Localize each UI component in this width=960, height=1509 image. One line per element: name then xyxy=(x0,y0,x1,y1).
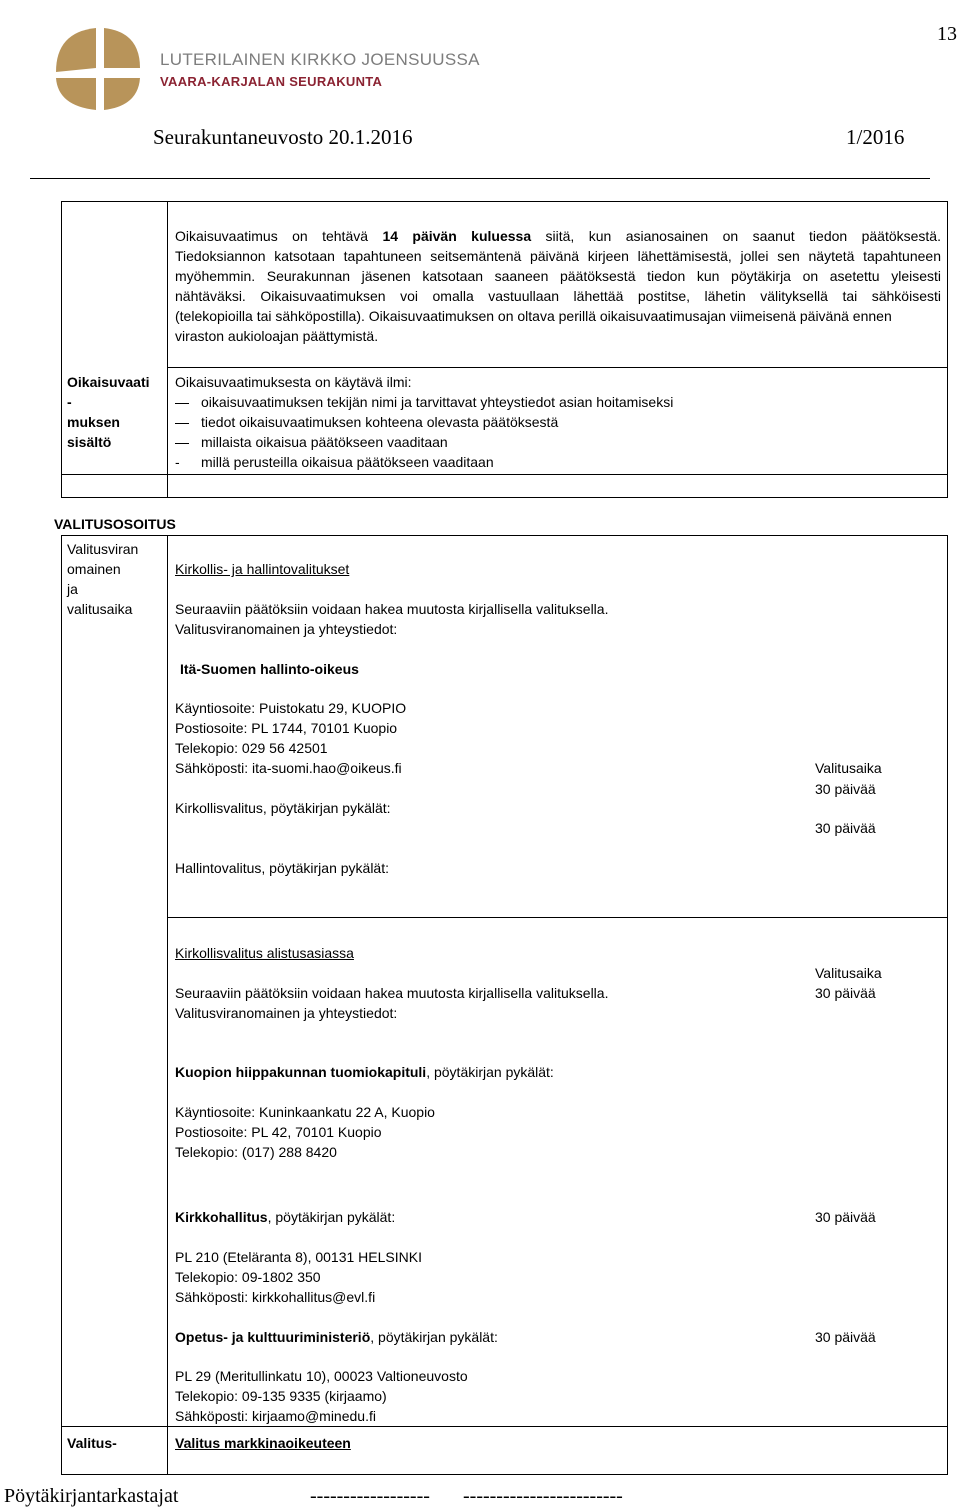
table2-border xyxy=(61,1426,948,1427)
table1-border xyxy=(61,474,948,475)
contact-email: Sähköposti: ita-suomi.hao@oikeus.fi xyxy=(175,760,402,776)
authority-name: Opetus- ja kulttuuriministeriö, pöytäkirjan pykälät: xyxy=(175,1329,498,1345)
appeal-content-label: sisältö xyxy=(67,434,112,450)
contact-visit: Käyntiosoite: Puistokatu 29, KUOPIO xyxy=(175,700,407,716)
authority-label: valitusaika xyxy=(67,601,133,617)
dash-icon xyxy=(175,423,189,424)
appeal-content-intro: Oikaisuvaatimuksesta on käytävä ilmi: xyxy=(175,374,412,390)
appeal-content-label: muksen xyxy=(67,414,120,430)
appeal-time-label: Valitusaika xyxy=(815,760,882,776)
authority-name: Itä-Suomen hallinto-oikeus xyxy=(180,661,359,677)
contact-visit: Käyntiosoite: Kuninkaankatu 22 A, Kuopio xyxy=(175,1104,435,1120)
table2-border xyxy=(167,535,168,1475)
cross-emblem-icon xyxy=(48,22,148,112)
contact-fax: Telekopio: 09-135 9335 (kirjaamo) xyxy=(175,1388,387,1404)
header-meeting: Seurakuntaneuvosto 20.1.2016 xyxy=(153,125,413,149)
hyphen-marker: - xyxy=(175,454,180,470)
contact-fax: Telekopio: 09-1802 350 xyxy=(175,1269,321,1285)
list-item: millaista oikaisua päätökseen vaaditaan xyxy=(175,432,448,452)
appeal-time-line: (telekopioilla tai sähköpostilla). Oikaisuvaatimuksen on oltava perillä oikaisuvaatimusajan viimeisenä päivänä ennen xyxy=(175,308,892,324)
appeal-time-line: Oikaisuvaatimus on tehtävä 14 päivän kuluessa siitä, kun asianosainen on saanut tiedon päätöksestä. xyxy=(175,228,941,244)
table2-border xyxy=(167,917,948,918)
list-item: tiedot oikaisuvaatimuksen kohteena olevasta päätöksestä xyxy=(175,412,558,432)
contact-post: Postiosoite: PL 42, 70101 Kuopio xyxy=(175,1124,382,1140)
header-issue: 1/2016 xyxy=(846,125,905,149)
appeal-time-value: 30 päivää xyxy=(815,1329,876,1345)
signature-line: ------------------------ xyxy=(463,1485,623,1507)
table1-border xyxy=(61,201,62,498)
section-title: Kirkollis- ja hallintovalitukset xyxy=(175,561,350,577)
table2-border xyxy=(947,535,948,1475)
contact-post: PL 210 (Eteläranta 8), 00131 HELSINKI xyxy=(175,1249,422,1265)
church-appeal-sections: Kirkollisvalitus, pöytäkirjan pykälät: xyxy=(175,800,391,816)
section-text: Seuraaviin päätöksiin voidaan hakea muutosta kirjallisella valituksella. xyxy=(175,601,609,617)
contact-email: Sähköposti: kirkkohallitus@evl.fi xyxy=(175,1289,376,1305)
table2-border xyxy=(61,1474,948,1475)
authority-name: Kuopion hiippakunnan tuomiokapituli, pöytäkirjan pykälät: xyxy=(175,1064,554,1080)
appeal-instructions-heading: VALITUSOSOITUS xyxy=(54,516,176,532)
appeal-time-value: 30 päivää xyxy=(815,820,876,836)
appeal-time-line: Tiedoksiannon katsotaan tapahtuneen seitsemäntenä päivänä kirjeen lähettämisestä, jollei sen näytetä tapahtuneen xyxy=(175,248,941,264)
page-number: 13 xyxy=(937,23,957,45)
list-item: - millä perusteilla oikaisua päätökseen vaaditaan xyxy=(175,454,494,470)
appeal-content-label: Oikaisuvaati xyxy=(67,374,150,390)
table2-border xyxy=(61,535,948,536)
table1-border xyxy=(167,367,948,368)
section-text: Valitusviranomainen ja yhteystiedot: xyxy=(175,1005,398,1021)
appeal-time-line: myöhemmin. Seurakunnan jäsenen katsotaan saaneen päätöksestä tiedon kun pöytäkirja on asetettu yleisesti xyxy=(175,268,941,284)
logo-org-line2: VAARA-KARJALAN SEURAKUNTA xyxy=(160,74,383,89)
authority-label: omainen xyxy=(67,561,121,577)
appeal-time-value: 30 päivää xyxy=(815,985,876,1001)
dash-icon xyxy=(175,443,189,444)
table1-border xyxy=(61,201,948,202)
contact-email: Sähköposti: kirjaamo@minedu.fi xyxy=(175,1408,376,1424)
appeal-time-line: viraston aukioloajan päättymistä. xyxy=(175,328,379,344)
footer-label: Pöytäkirjantarkastajat xyxy=(4,1485,179,1507)
appeal-time-value: 30 päivää xyxy=(815,1209,876,1225)
organization-logo xyxy=(48,22,480,112)
table1-border xyxy=(61,497,948,498)
contact-post: Postiosoite: PL 1744, 70101 Kuopio xyxy=(175,720,398,736)
appeal-time-label: Valitusaika xyxy=(815,965,882,981)
authority-label: Valitusviran xyxy=(67,541,139,557)
list-item: oikaisuvaatimuksen tekijän nimi ja tarvittavat yhteystiedot asian hoitamiseksi xyxy=(175,392,673,412)
table1-border xyxy=(167,201,168,498)
contact-post: PL 29 (Meritullinkatu 10), 00023 Valtioneuvosto xyxy=(175,1368,468,1384)
table1-border xyxy=(947,201,948,498)
signature-line: ------------------ xyxy=(310,1485,430,1507)
section-text: Seuraaviin päätöksiin voidaan hakea muutosta kirjallisella valituksella. xyxy=(175,985,609,1001)
section-text: Valitusviranomainen ja yhteystiedot: xyxy=(175,621,398,637)
admin-appeal-sections: Hallintovalitus, pöytäkirjan pykälät: xyxy=(175,860,389,876)
appeal-content-label: - xyxy=(67,394,72,410)
authority-label: ja xyxy=(67,581,78,597)
section-title: Kirkollisvalitus alistusasiassa xyxy=(175,945,354,961)
authority-name: Kirkkohallitus, pöytäkirjan pykälät: xyxy=(175,1209,396,1225)
contact-fax: Telekopio: (017) 288 8420 xyxy=(175,1144,337,1160)
contact-fax: Telekopio: 029 56 42501 xyxy=(175,740,328,756)
appeal-time-line: nähtäväksi. Oikaisuvaatimuksen voi omalla vastuullaan lähettää postitse, lähetin välityksellä tai sähköisesti xyxy=(175,288,941,304)
dash-icon xyxy=(175,403,189,404)
section-title: Valitus markkinaoikeuteen xyxy=(175,1435,351,1451)
logo-org-line1: LUTERILAINEN KIRKKO JOENSUUSSA xyxy=(160,50,480,69)
appeal-time-value: 30 päivää xyxy=(815,781,876,797)
table2-border xyxy=(61,535,62,1475)
market-court-label: Valitus- xyxy=(67,1435,117,1451)
header-rule xyxy=(30,178,930,179)
